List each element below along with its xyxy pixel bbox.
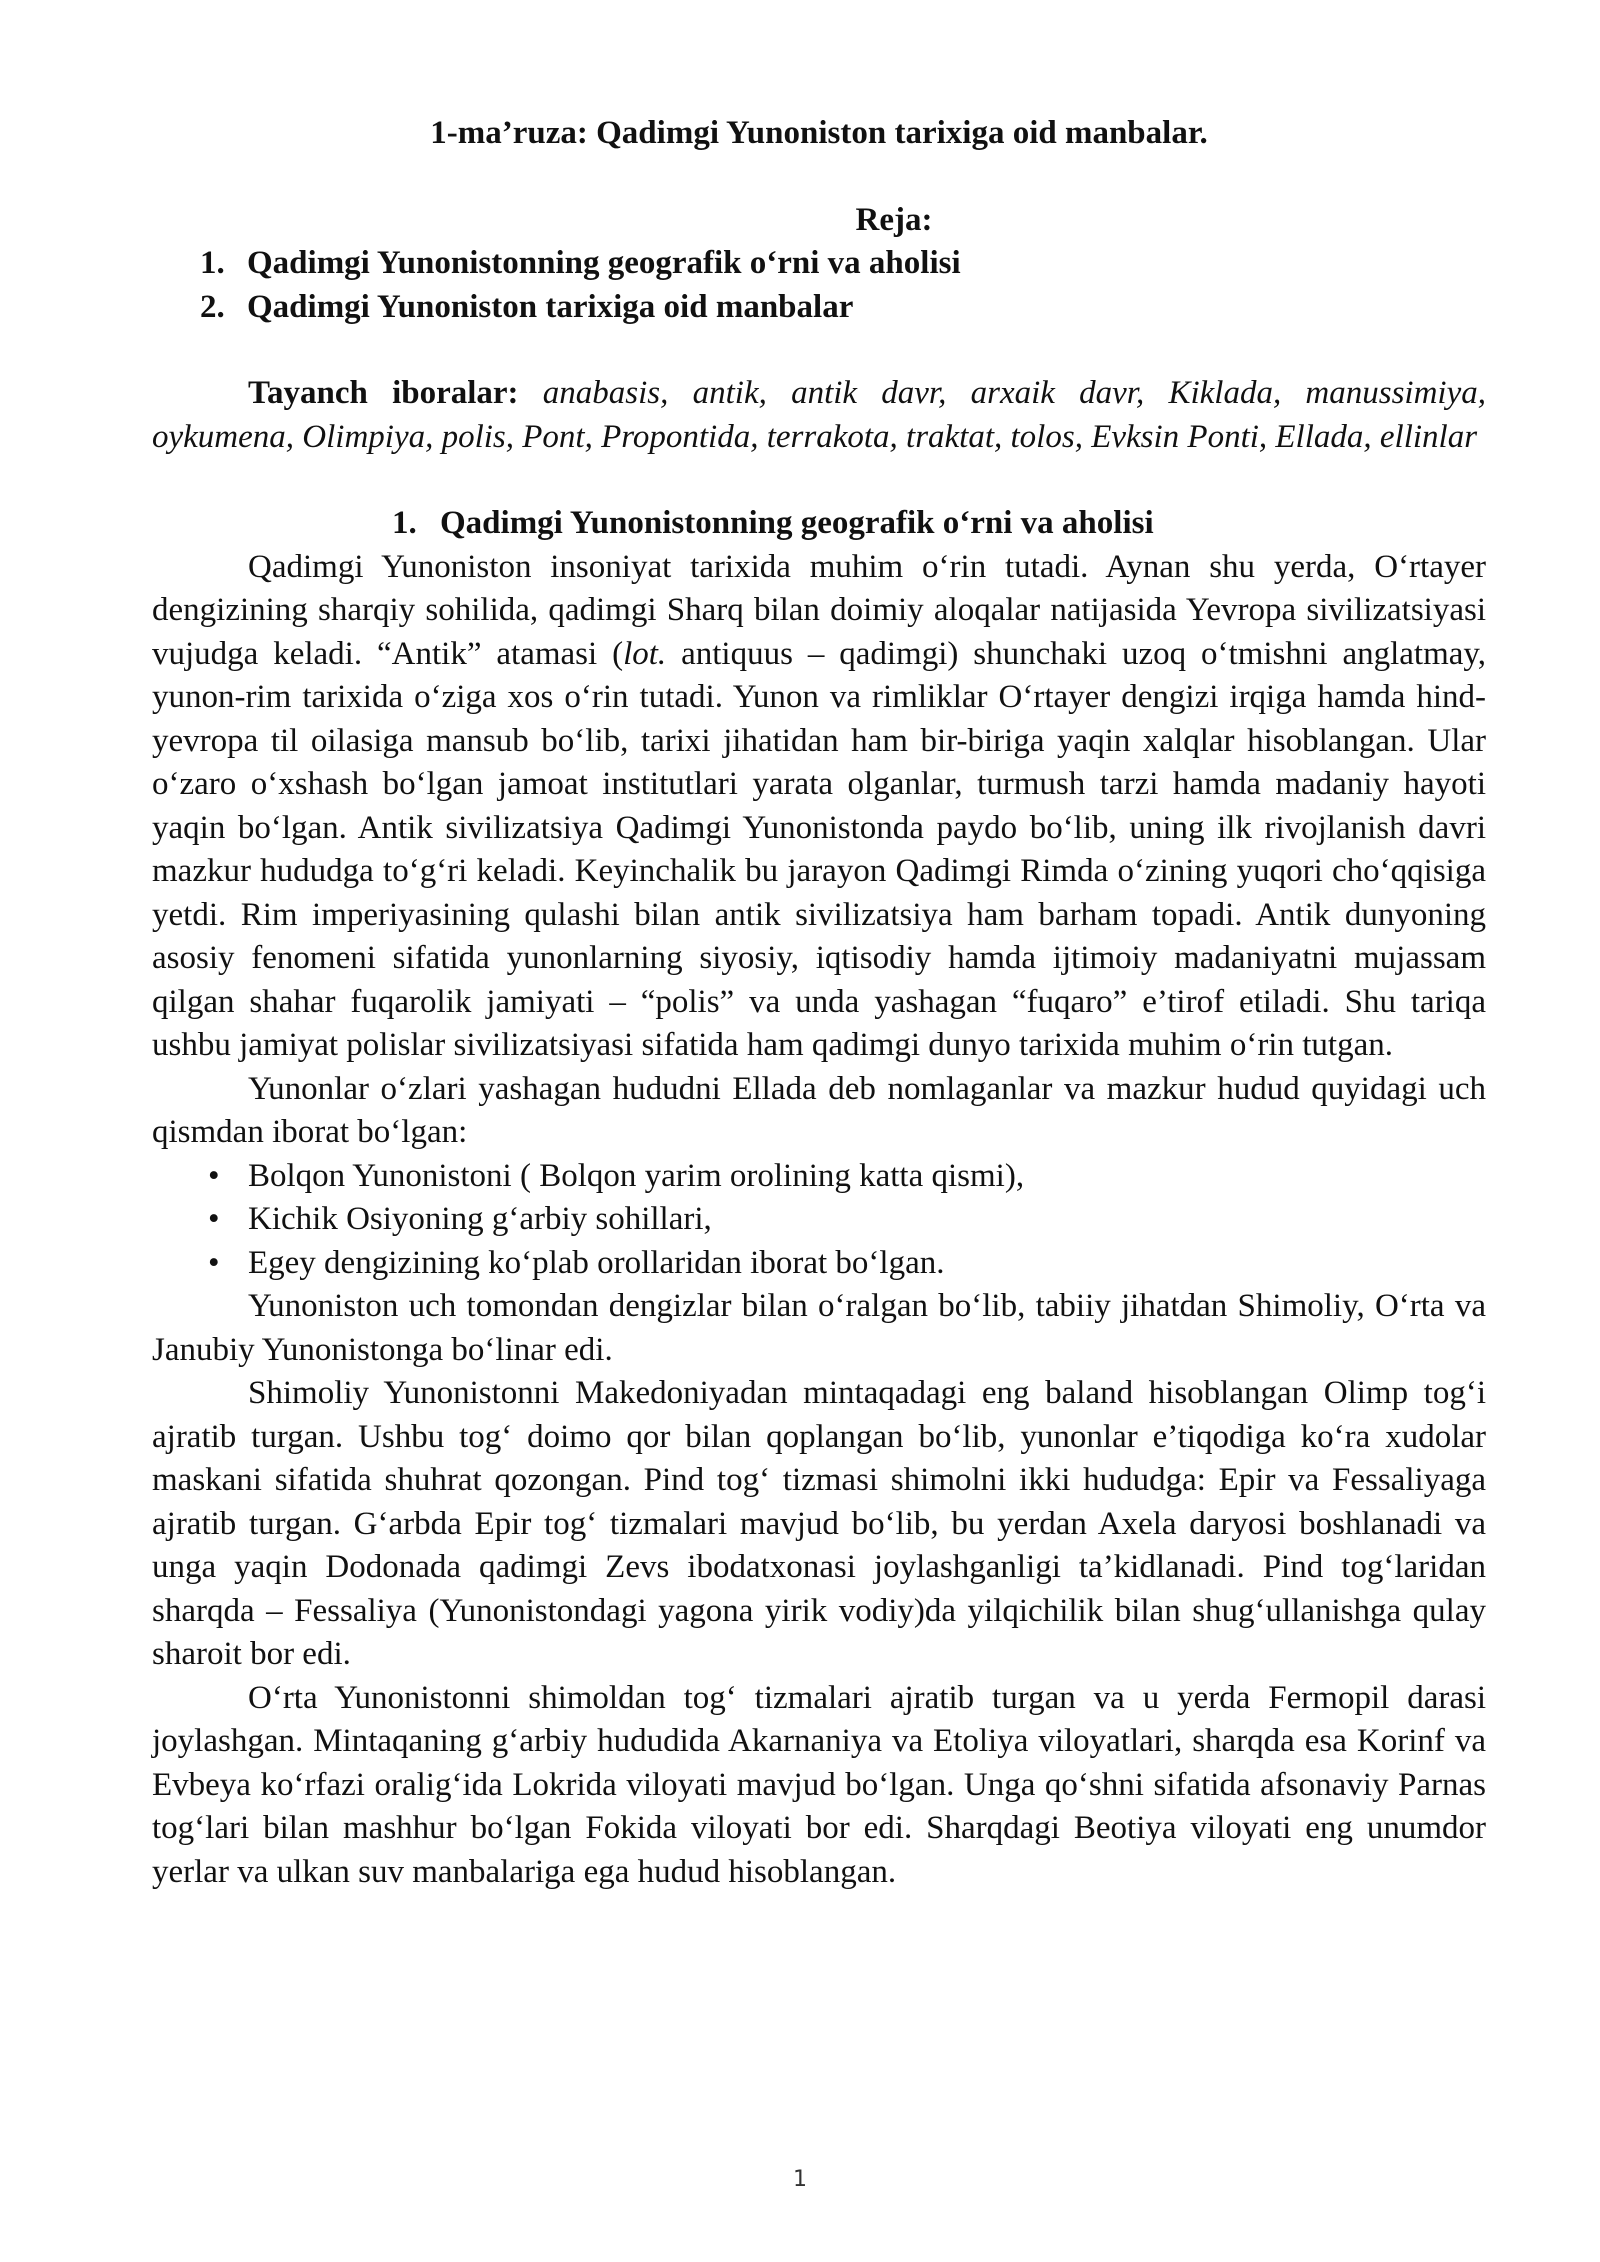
section-number: 1.	[392, 505, 417, 541]
latin-abbreviation: lot.	[623, 635, 667, 672]
paragraph-division: Yunoniston uch tomondan dengizlar bilan o‘ralgan bo‘lib, tabiiy jihatdan Shimoliy, O‘rta va Janubiy Yunonistonga bo‘linar edi.	[152, 1288, 1486, 1368]
lecture-title: 1-ma’ruza: Qadimgi Yunoniston tarixiga oid manbalar.	[430, 115, 1208, 151]
paragraph-central-greece: O‘rta Yunonistonni shimoldan tog‘ tizmalari ajratib turgan va u yerda Fermopil darasi joylashgan. Mintaqaning g‘arbiy hududida Akarnaniya va Etoliya viloyatlari, sharqda esa Korinf va Evbeya ko‘rfazi oralig‘ida Lokrida viloyati mavjud bo‘lgan. Unga qo‘shni sifatida afsonaviy Parnas tog‘lari bilan mashhur bo‘lgan Fokida viloyati bor edi. Sharqdagi Beotiya viloyati eng unumdor yerlar va ulkan suv manbalariga ega hudud hisoblangan.	[152, 1679, 1486, 1890]
page-content	[152, 112, 1486, 1894]
plan-item-text: Qadimgi Yunoniston tarixiga oid manbalar	[247, 288, 854, 325]
list-item-text: Kichik Osiyoning g‘arbiy sohillari,	[248, 1201, 712, 1237]
regions-list	[152, 1155, 1486, 1286]
paragraph-antiquity	[152, 546, 1486, 1068]
bullet-icon: •	[208, 1157, 220, 1194]
list-item-text: Egey dengizining ko‘plab orollaridan iborat bo‘lgan.	[248, 1244, 945, 1281]
list-item	[152, 1198, 1486, 1242]
list-item-text: Bolqon Yunonistoni ( Bolqon yarim orolining katta qismi),	[248, 1157, 1025, 1194]
paragraph-text: antiquus – qadimgi) shunchaki uzoq o‘tmishni anglatmay, yunon-rim tarixida o‘ziga xos o‘rin tutadi. Yunon va rimliklar O‘rtayer dengizi irqiga hamda hind-yevropa til oilasiga mansub bo‘lib, tarixi jihatidan ham bir-biriga yaqin xalqlar hisoblangan. Ular o‘zaro o‘xshash bo‘lgan jamoat institutlari yarata olganlar, turmush tarzi hamda madaniy hayoti yaqin bo‘lgan. Antik sivilizatsiya Qadimgi Yunonistonda paydo bo‘lib, uning ilk rivojlanish davri mazkur hududga to‘g‘ri keladi. Keyinchalik bu jarayon Qadimgi Rimda o‘zining yuqori cho‘qqisiga yetdi. Rim imperiyasining qulashi bilan antik sivilizatsiya ham barham topadi. Antik dunyoning asosiy fenomeni sifatida yunonlarning siyosiy, iqtisodiy hamda ijtimoiy madaniyatni mujassam qilgan shahar fuqarolik jamiyati – “polis” va unda yashagan “fuqaro” e’tirof etiladi. Shu tariqa ushbu jamiyat polislar sivilizatsiyasi sifatida ham qadimgi dunyo tarixida muhim o‘rin tutgan.	[152, 635, 1487, 1063]
plan-item	[152, 286, 1486, 330]
paragraph-northern-greece: Shimoliy Yunonistonni Makedoniyadan mintaqadagi eng baland hisoblangan Olimp tog‘i ajratib turgan. Ushbu tog‘ doimo qor bilan qoplangan bo‘lib, yunonlar e’tiqodiga ko‘ra xudolar maskani sifatida shuhrat qozongan. Pind tog‘ tizmasi shimolni ikki hududga: Epir va Fessaliyaga ajratib turgan. G‘arbda Epir tog‘ tizmalari mavjud bo‘lib, bu yerdan Axela daryosi boshlanadi va unga yaqin Dodonada qadimgi Zevs ibodatxonasi joylashganligi ta’kidlanadi. Pind tog‘laridan sharqda – Fessaliya (Yunonistondagi yagona yirik vodiy)da yilqichilik bilan shug‘ullanishga qulay sharoit bor edi.	[152, 1375, 1486, 1672]
section-heading	[152, 502, 1486, 546]
bullet-icon: •	[208, 1244, 220, 1281]
keywords-paragraph	[152, 372, 1486, 459]
page-number: 1	[793, 2167, 807, 2192]
list-item	[152, 1242, 1486, 1286]
paragraph-ellada: Yunonlar o‘zlari yashagan hududni Ellada deb nomlaganlar va mazkur hudud quyidagi uch qismdan iborat bo‘lgan:	[152, 1070, 1486, 1150]
plan-item-number: 1.	[200, 245, 225, 281]
bullet-icon: •	[208, 1201, 220, 1237]
keywords-label: Tayanch iboralar:	[248, 375, 519, 411]
plan-item	[152, 242, 1486, 286]
list-item	[152, 1155, 1486, 1199]
section-heading-text: Qadimgi Yunonistonning geografik o‘rni va aholisi	[440, 505, 1154, 541]
plan-list	[152, 242, 1486, 329]
keywords-terms: anabasis, antik, antik davr, arxaik davr, Kiklada, manussimiya, oykumena, Olimpiya, polis, Pont, Propontida, terrakota, traktat, tolos, Evksin Ponti, Ellada, ellinlar	[152, 375, 1487, 455]
plan-item-number: 2.	[200, 288, 225, 325]
plan-item-text: Qadimgi Yunonistonning geografik o‘rni va aholisi	[247, 245, 961, 281]
plan-heading: Reja:	[855, 201, 933, 238]
paragraph-text: Qadimgi Yunoniston insoniyat tarixida muhim o‘rin tutadi. Aynan shu yerda, O‘rtayer dengizining sharqiy sohilida, qadimgi Sharq bilan doimiy aloqalar natijasida Yevropa sivilizatsiyasi vujudga keladi. “Antik” atamasi (	[152, 548, 1486, 672]
